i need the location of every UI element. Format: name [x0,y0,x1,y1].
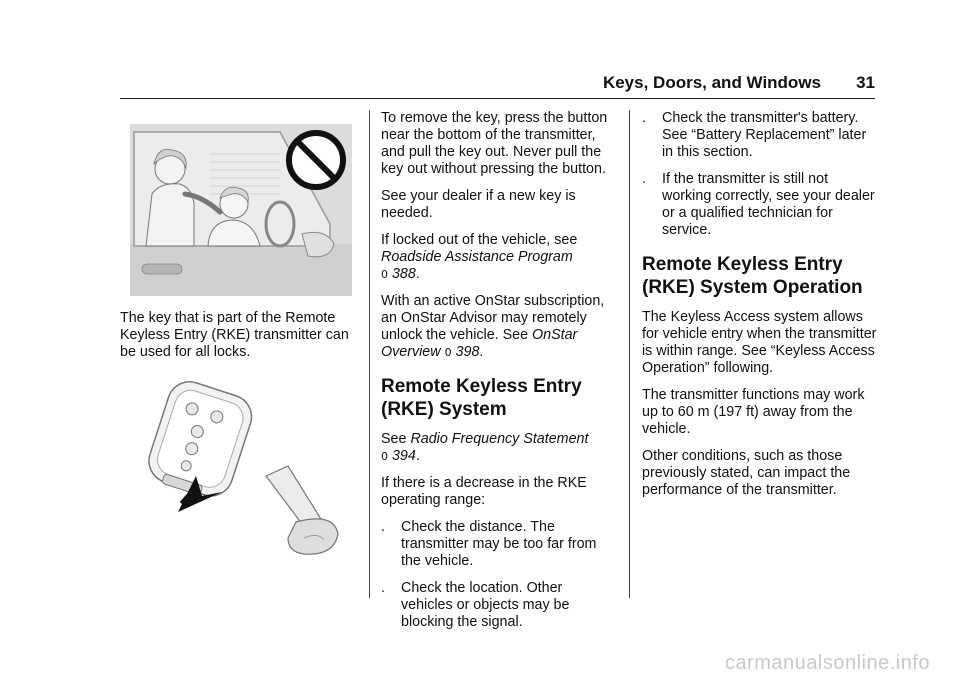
section-heading-rke-system: Remote Keyless Entry (RKE) System [381,376,582,420]
text-column-middle [381,110,617,641]
link-roadside-assistance[interactable]: Roadside Assistance Program [381,249,573,265]
page-ref-symbol: 0 [381,268,388,281]
column-divider-right [629,110,630,598]
page-number: 31 [856,73,875,92]
list-item: . If the transmitter is still not working correctly, see your dealer or a qualified technician for service. [642,171,875,238]
page-ref-symbol: 0 [381,450,388,463]
paragraph-remove-key: To remove the key, press the button near the bottom of the transmitter, and pull the key out. Never pull the key out without pressing the button. [381,110,608,177]
page-ref-394[interactable]: 394 [391,448,416,464]
list-item: . Check the distance. The transmitter may be too far from the vehicle. [381,519,597,569]
paragraph-locked-out: If locked out of the vehicle, see Roadside Assistance Program 0 388. [381,232,578,282]
paragraph-other-conditions: Other conditions, such as those previously stated, can impact the performance of the transmitter. [642,448,851,498]
paragraph-new-key: See your dealer if a new key is needed. [381,188,576,221]
paragraph-keyless-access: The Keyless Access system allows for vehicle entry when the transmitter is within range. See “Keyless Access Operation” following. [642,309,877,376]
link-radio-frequency-statement[interactable]: Radio Frequency Statement [410,431,589,447]
column-divider-left [369,110,370,598]
key-fob-illustration [138,376,342,560]
paragraph-range-decrease: If there is a decrease in the RKE operating range: [381,475,587,508]
paragraph-range: The transmitter functions may work up to 60 m (197 ft) away from the vehicle. [642,387,865,437]
figure-caption: The key that is part of the Remote Keyless Entry (RKE) transmitter can be used for all locks. [120,310,349,360]
page-ref-388[interactable]: 388 [391,266,416,282]
section-heading-rke-operation: Remote Keyless Entry (RKE) System Operation [642,254,863,298]
page-ref-symbol: 0 [444,346,452,359]
paragraph-see-radio: See Radio Frequency Statement 0 394. [381,431,589,464]
section-title: Keys, Doors, and Windows [602,73,821,92]
page-header [120,70,875,99]
page-ref-398[interactable]: 398 [455,344,480,360]
list-item: . Check the location. Other vehicles or objects may be blocking the signal. [381,580,570,630]
paragraph-onstar: With an active OnStar subscription, an OnStar Advisor may remotely unlock the vehicle. See OnStar Overview 0 398. [381,293,605,360]
list-item: . Check the transmitter's battery. See “Battery Replacement” later in this section. [642,110,867,160]
link-onstar[interactable]: OnStar [532,327,578,343]
link-onstar-overview[interactable]: Overview [381,344,441,360]
text-column-right [642,110,878,509]
watermark: carmanualsonline.info [724,652,930,674]
children-in-car-illustration [130,124,352,296]
